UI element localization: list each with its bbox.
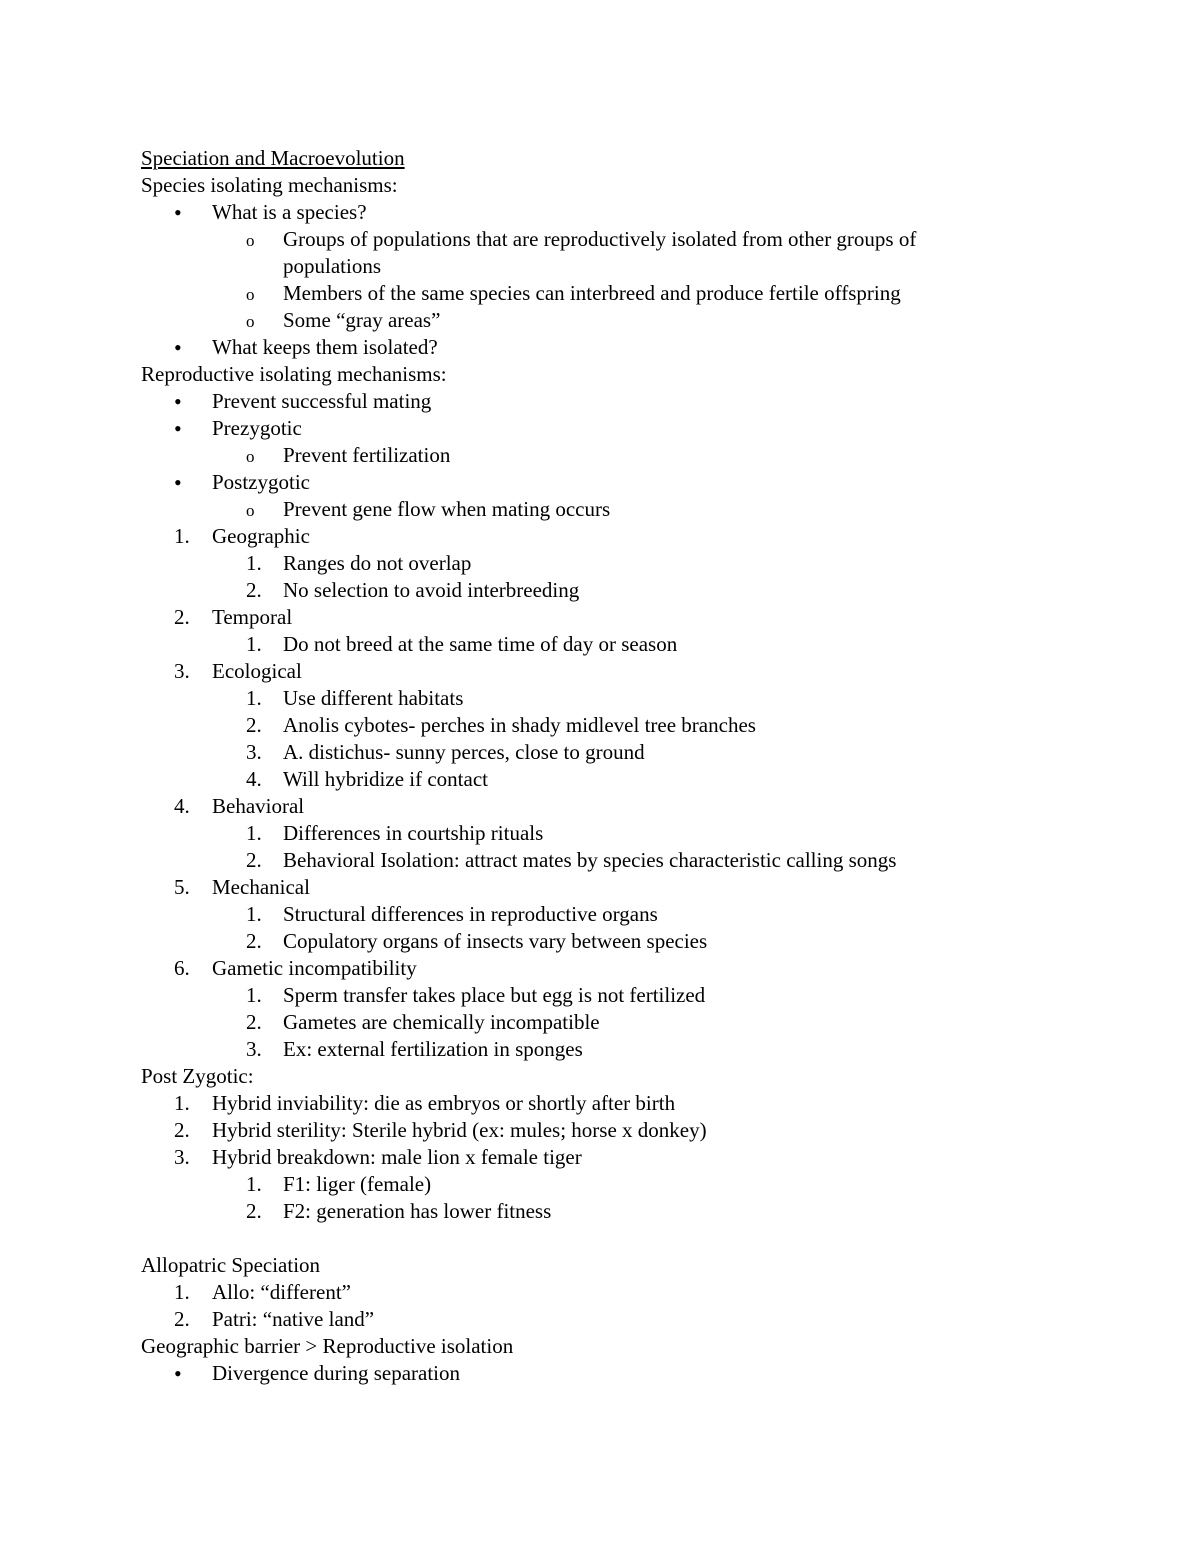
list-number: 1. <box>246 551 262 575</box>
item-text: Will hybridize if contact <box>283 767 488 791</box>
list-item <box>0 550 1200 577</box>
bullet-icon <box>174 334 202 362</box>
item-text: Sperm transfer takes place but egg is not fertilized <box>283 983 706 1007</box>
list-number: 3. <box>174 1145 190 1169</box>
list-item <box>0 685 1200 712</box>
bullet-icon <box>174 469 202 497</box>
list-item <box>0 307 1200 334</box>
list-item <box>0 928 1200 955</box>
list-number: 1. <box>246 1172 262 1196</box>
section-heading <box>0 1063 1200 1090</box>
list-number: 3. <box>246 740 262 764</box>
list-number: 6. <box>174 956 190 980</box>
list-item <box>0 442 1200 469</box>
list-item <box>0 712 1200 739</box>
item-text: Patri: “native land” <box>212 1307 375 1331</box>
list-item <box>0 793 1200 820</box>
item-text: Divergence during separation <box>212 1361 461 1385</box>
bullet-icon <box>174 388 202 416</box>
list-item <box>0 280 1200 307</box>
item-text: Behavioral Isolation: attract mates by species characteristic calling songs <box>283 848 897 872</box>
list-item <box>0 847 1200 874</box>
list-item <box>0 1090 1200 1117</box>
item-text: Prevent gene flow when mating occurs <box>283 497 611 521</box>
list-item <box>0 226 1200 253</box>
item-text: populations <box>283 254 381 278</box>
item-text: Prevent fertilization <box>283 443 451 467</box>
list-item <box>0 1117 1200 1144</box>
item-text: Postzygotic <box>212 470 310 494</box>
list-item <box>0 415 1200 442</box>
blank-line <box>0 1225 1200 1252</box>
list-item <box>0 658 1200 685</box>
circle-bullet-icon <box>246 280 274 308</box>
list-item <box>0 1171 1200 1198</box>
list-item <box>0 523 1200 550</box>
item-text: Post Zygotic: <box>141 1064 254 1088</box>
item-text: Gametic incompatibility <box>212 956 417 980</box>
circle-bullet-icon <box>246 307 274 335</box>
list-item <box>0 1279 1200 1306</box>
list-item <box>0 469 1200 496</box>
list-item <box>0 901 1200 928</box>
document-title: Speciation and Macroevolution <box>141 146 405 170</box>
list-item <box>0 1360 1200 1387</box>
item-text: Groups of populations that are reproductively isolated from other groups of <box>283 227 917 251</box>
list-item <box>0 766 1200 793</box>
item-text: Hybrid sterility: Sterile hybrid (ex: mules; horse x donkey) <box>212 1118 707 1142</box>
list-item <box>0 1306 1200 1333</box>
list-number: 3. <box>174 659 190 683</box>
document-page <box>0 145 1200 1387</box>
list-number: 2. <box>174 605 190 629</box>
list-item <box>0 388 1200 415</box>
list-item <box>0 1198 1200 1225</box>
section-heading <box>0 361 1200 388</box>
item-text: Geographic barrier > Reproductive isolation <box>141 1334 514 1358</box>
section-heading <box>0 1333 1200 1360</box>
list-number: 1. <box>174 1280 190 1304</box>
list-number: 2. <box>246 1010 262 1034</box>
list-item <box>0 874 1200 901</box>
list-number: 4. <box>174 794 190 818</box>
item-text: What keeps them isolated? <box>212 335 438 359</box>
item-text: Anolis cybotes- perches in shady midlevel tree branches <box>283 713 756 737</box>
list-item <box>0 577 1200 604</box>
item-text: Ranges do not overlap <box>283 551 472 575</box>
list-item <box>0 982 1200 1009</box>
item-text: Differences in courtship rituals <box>283 821 544 845</box>
document-title-line <box>0 145 1200 172</box>
item-text: Behavioral <box>212 794 305 818</box>
list-number: 1. <box>246 821 262 845</box>
item-text: Copulatory organs of insects vary between species <box>283 929 708 953</box>
list-number: 1. <box>174 524 190 548</box>
list-number: 5. <box>174 875 190 899</box>
list-number: 3. <box>246 1037 262 1061</box>
list-item <box>0 631 1200 658</box>
list-item <box>0 1009 1200 1036</box>
list-number: 2. <box>246 1199 262 1223</box>
list-item <box>0 1036 1200 1063</box>
item-text: Gametes are chemically incompatible <box>283 1010 600 1034</box>
item-text: Prezygotic <box>212 416 302 440</box>
item-text: Use different habitats <box>283 686 464 710</box>
item-text: Temporal <box>212 605 293 629</box>
list-item <box>0 496 1200 523</box>
section-heading <box>0 1252 1200 1279</box>
item-text: Ex: external fertilization in sponges <box>283 1037 583 1061</box>
item-text: Mechanical <box>212 875 310 899</box>
list-item <box>0 199 1200 226</box>
item-text: Allopatric Speciation <box>141 1253 321 1277</box>
list-item <box>0 334 1200 361</box>
item-text: Species isolating mechanisms: <box>141 173 398 197</box>
list-number: 1. <box>246 983 262 1007</box>
item-text: Prevent successful mating <box>212 389 432 413</box>
item-text: Some “gray areas” <box>283 308 441 332</box>
section-heading <box>0 172 1200 199</box>
item-text: What is a species? <box>212 200 367 224</box>
item-text: No selection to avoid interbreeding <box>283 578 580 602</box>
bullet-icon <box>174 1360 202 1388</box>
list-number: 4. <box>246 767 262 791</box>
list-item <box>0 739 1200 766</box>
bullet-icon <box>174 199 202 227</box>
list-number: 1. <box>174 1091 190 1115</box>
item-text: Structural differences in reproductive organs <box>283 902 658 926</box>
list-number: 1. <box>246 632 262 656</box>
item-text: Allo: “different” <box>212 1280 351 1304</box>
item-text: A. distichus- sunny perces, close to ground <box>283 740 645 764</box>
bullet-icon <box>174 415 202 443</box>
list-number: 1. <box>246 686 262 710</box>
circle-bullet-icon <box>246 226 274 254</box>
list-item <box>0 955 1200 982</box>
item-text: F1: liger (female) <box>283 1172 432 1196</box>
list-number: 2. <box>174 1118 190 1142</box>
list-item <box>0 820 1200 847</box>
item-text: Reproductive isolating mechanisms: <box>141 362 447 386</box>
item-text: Hybrid breakdown: male lion x female tiger <box>212 1145 582 1169</box>
list-item <box>0 1144 1200 1171</box>
list-number: 2. <box>174 1307 190 1331</box>
item-text: Members of the same species can interbreed and produce fertile offspring <box>283 281 901 305</box>
item-text: F2: generation has lower fitness <box>283 1199 552 1223</box>
document-outline <box>0 172 1200 1387</box>
list-item <box>0 253 1200 280</box>
circle-bullet-icon <box>246 442 274 470</box>
list-number: 2. <box>246 929 262 953</box>
item-text: Do not breed at the same time of day or season <box>283 632 678 656</box>
list-number: 1. <box>246 902 262 926</box>
list-number: 2. <box>246 713 262 737</box>
circle-bullet-icon <box>246 496 274 524</box>
item-text: Ecological <box>212 659 302 683</box>
list-item <box>0 604 1200 631</box>
list-number: 2. <box>246 578 262 602</box>
item-text: Geographic <box>212 524 310 548</box>
list-number: 2. <box>246 848 262 872</box>
item-text: Hybrid inviability: die as embryos or shortly after birth <box>212 1091 676 1115</box>
